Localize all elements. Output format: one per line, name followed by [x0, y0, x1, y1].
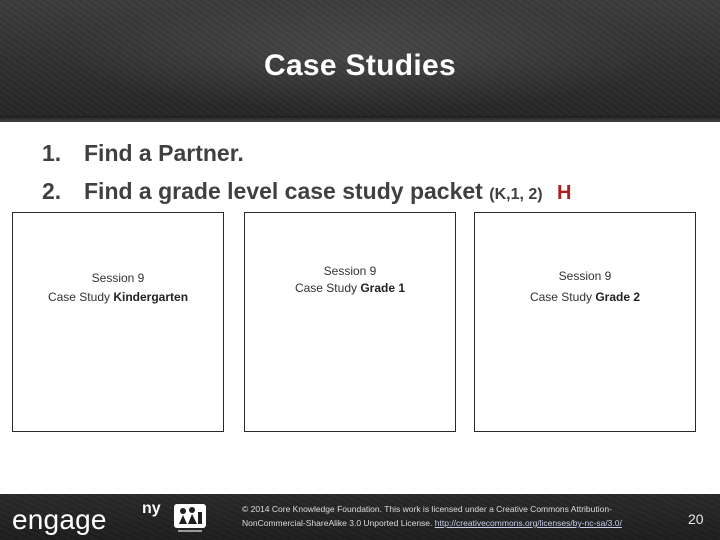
step-text: Find a Partner. — [84, 140, 244, 166]
header-divider — [0, 116, 720, 122]
license-line-2 — [242, 516, 662, 530]
packet-title — [245, 280, 455, 296]
packet-session-label: Session 9 — [323, 264, 377, 278]
step-number: 1. — [42, 140, 62, 166]
slide-title: Case Studies — [263, 49, 456, 82]
packet-title-prefix: Case Study — [294, 281, 357, 295]
slide-header — [0, 0, 720, 120]
packet-title — [13, 289, 223, 305]
license-link[interactable]: http://creativecommons.org/licenses/by-nc-sa/3.0/ — [434, 518, 622, 528]
case-study-packet-grade-1 — [244, 212, 456, 432]
logo-wordmark: engage — [12, 504, 107, 535]
packet-grade: Kindergarten — [113, 290, 189, 304]
instruction-list — [42, 134, 571, 210]
packet-title — [475, 289, 695, 305]
case-study-packet-grade-2 — [474, 212, 696, 432]
grade-list: (K,1, 2) — [489, 186, 543, 203]
page-number: 20 — [688, 511, 704, 527]
license-line-1: © 2014 Core Knowledge Foundation. This work is licensed under a Creative Commons Attribution- — [242, 504, 612, 514]
instruction-step-2 — [42, 172, 571, 210]
slide-footer — [0, 494, 720, 540]
packet-grade: Grade 2 — [595, 290, 641, 304]
packet-session-label: Session 9 — [558, 269, 612, 283]
case-study-packet-kindergarten — [12, 212, 224, 432]
packet-grade: Grade 1 — [360, 281, 406, 295]
step-text: Find a grade level case study packet — [84, 178, 483, 204]
logo-superscript: ny — [142, 500, 161, 517]
license-text — [242, 502, 662, 530]
step-number: 2. — [42, 178, 62, 204]
license-line-2-text: NonCommercial-ShareAlike 3.0 Unported License. — [242, 518, 433, 528]
step-trailing-mark: H — [556, 182, 572, 204]
packet-title-prefix: Case Study — [47, 290, 110, 304]
core-knowledge-logo-icon — [170, 500, 210, 534]
instruction-step-1 — [42, 134, 571, 172]
packet-session-label: Session 9 — [91, 271, 145, 285]
packet-title-prefix: Case Study — [529, 290, 592, 304]
